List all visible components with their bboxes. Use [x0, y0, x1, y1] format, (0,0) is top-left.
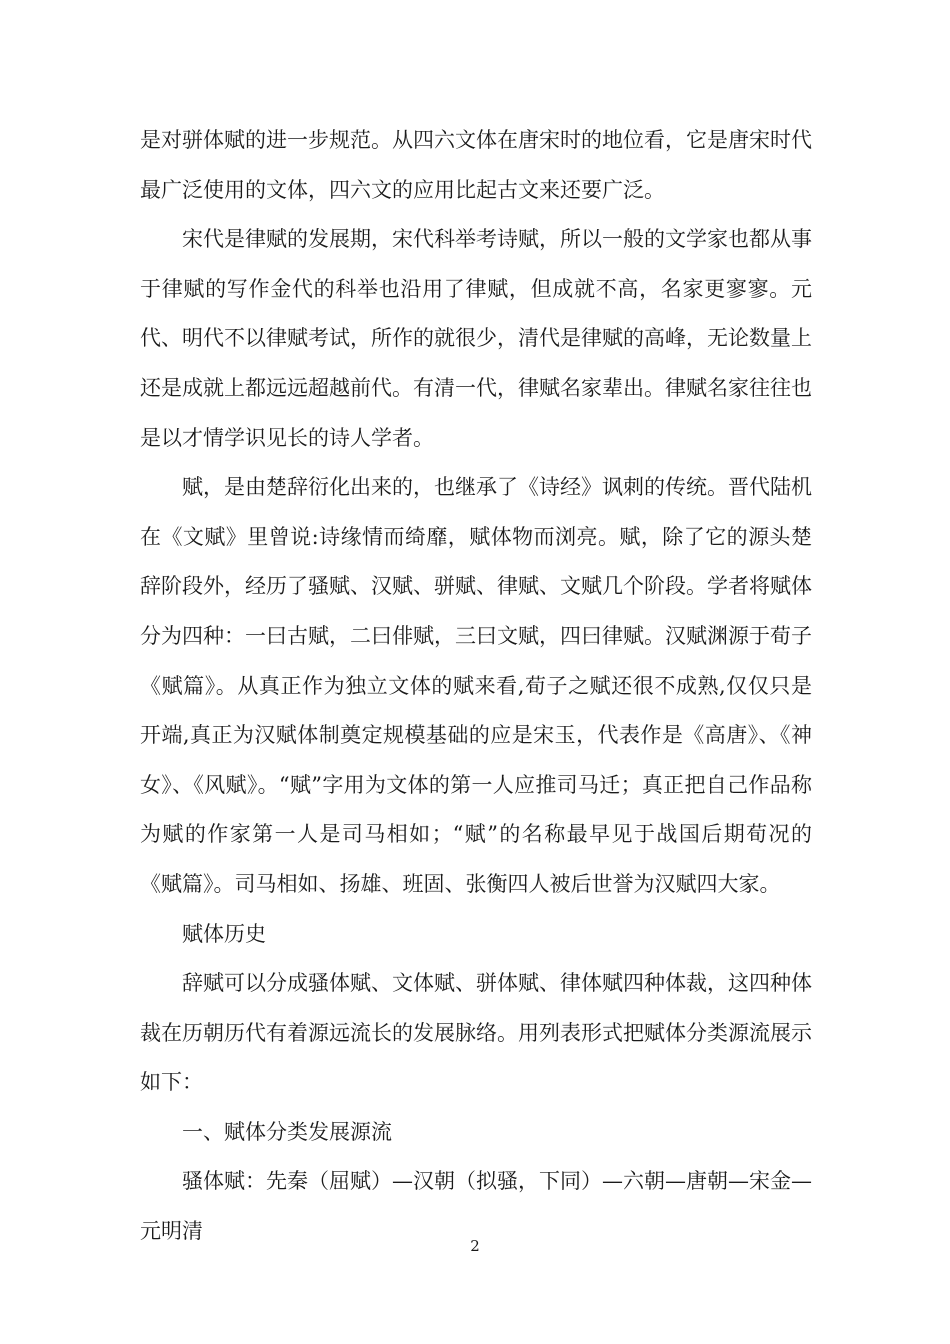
- paragraph-5: 骚体赋：先秦（屈赋）—汉朝（拟骚，下同）—六朝—唐朝—宋金—元明清: [140, 1169, 812, 1244]
- body-text: [140, 116, 812, 1257]
- section-heading-origins: 一、赋体分类发展源流: [182, 1119, 392, 1144]
- paragraph-3: 赋，是由楚辞衍化出来的，也继承了《诗经》讽刺的传统。晋代陆机在《文赋》里曾说:诗缘情而绮靡，赋体物而浏亮。赋，除了它的源头楚辞阶段外，经历了骚赋、汉赋、骈赋、律赋、文赋几个阶段。学者将赋体分为四种：一曰古赋，二曰俳赋，三曰文赋，四曰律赋。汉赋渊源于荀子《赋篇》。从真正作为独立文体的赋来看,荀子之赋还很不成熟,仅仅只是开端,真正为汉赋体制奠定规模基础的应是宋玉，代表作是《高唐》、《神女》、《风赋》。“赋”字用为文体的第一人应推司马迁；真正把自己作品称为赋的作家第一人是司马相如；“赋”的名称最早见于战国后期荀况的《赋篇》。司马相如、扬雄、班固、张衡四人被后世誉为汉赋四大家。: [140, 475, 812, 896]
- paragraph-4: 辞赋可以分成骚体赋、文体赋、骈体赋、律体赋四种体裁，这四种体裁在历朝历代有着源远流长的发展脉络。用列表形式把赋体分类源流展示如下：: [140, 971, 812, 1095]
- section-heading-fu-history: 赋体历史: [182, 921, 266, 946]
- paragraph-1: 是对骈体赋的进一步规范。从四六文体在唐宋时的地位看，它是唐宋时代最广泛使用的文体，四六文的应用比起古文来还要广泛。: [140, 128, 812, 202]
- page-number: 2: [470, 1237, 480, 1255]
- paragraph-2: 宋代是律赋的发展期，宋代科举考诗赋，所以一般的文学家也都从事于律赋的写作金代的科举也沿用了律赋，但成就不高，名家更寥寥。元代、明代不以律赋考试，所作的就很少，清代是律赋的高峰，无论数量上还是成就上都远远超越前代。有清一代，律赋名家辈出。律赋名家往往也是以才情学识见长的诗人学者。: [140, 227, 812, 450]
